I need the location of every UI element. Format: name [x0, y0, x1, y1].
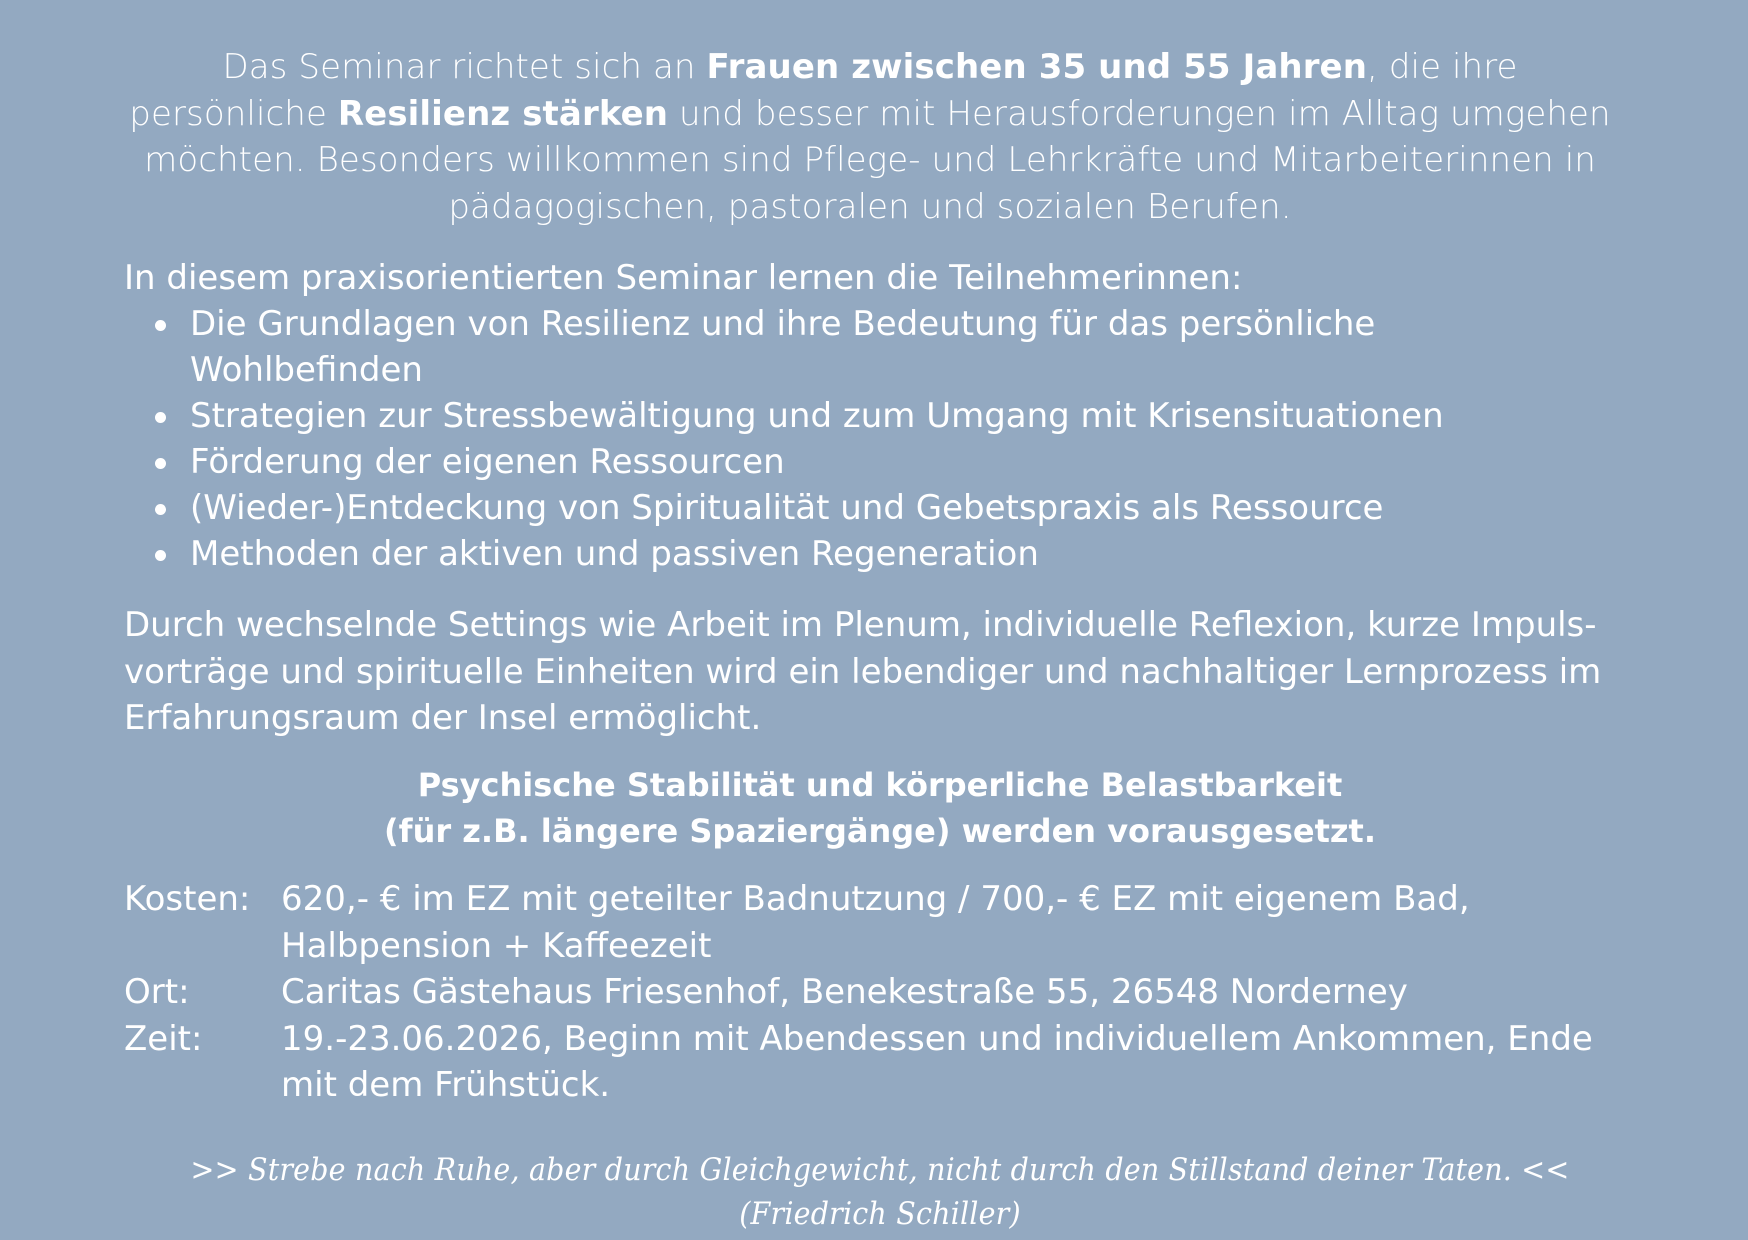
- list-item: [150, 531, 1450, 577]
- place-row: [124, 969, 1644, 1016]
- bullet-dot-icon: [155, 320, 166, 331]
- settings-paragraph: Durch wechselnde Settings wie Arbeit im Plenum, individuelle Reflexion, kurze Impulsvorträge und spirituelle Einheiten wird ein lebendiger und nachhaltiger Lernprozess im Erfahrungsraum der Insel ermöglicht.: [124, 605, 1602, 738]
- time-label: Zeit:: [124, 1018, 203, 1059]
- list-item-text: Methoden der aktiven und passiven Regeneration: [190, 534, 1039, 574]
- intro-text-2: , die ihre persönliche: [129, 47, 1518, 134]
- seminar-details: [124, 876, 1644, 1109]
- list-item: [150, 485, 1450, 531]
- list-item: [150, 439, 1450, 485]
- list-item-text: (Wieder-)Entdeckung von Spiritualität und Gebetspraxis als Ressource: [190, 488, 1384, 528]
- place-label: Ort:: [124, 972, 190, 1012]
- bullet-dot-icon: [155, 504, 166, 515]
- requirements-line-1: Psychische Stabilität und körperliche Belastbarkeit: [417, 766, 1343, 804]
- cost-row: [124, 876, 1644, 969]
- requirements-notice: [120, 762, 1640, 854]
- bullet-dot-icon: [155, 550, 166, 561]
- intro-text-1: Das Seminar richtet sich an: [222, 47, 707, 87]
- intro-text-3: und besser mit Herausforderungen im Alltag umgehen möchten. Besonders willkommen sind Pflege- und Lehrkräfte und Mitarbeiterinnen in pädagogischen, pastoralen und sozialen Berufen.: [144, 93, 1611, 227]
- list-item-text: Förderung der eigenen Ressourcen: [190, 442, 785, 482]
- intro-target-group: Frauen zwischen 35 und 55 Jahren: [706, 47, 1368, 87]
- intro-resilience: Resilienz stärken: [337, 93, 669, 134]
- bullet-dot-icon: [155, 458, 166, 469]
- bullet-dot-icon: [155, 412, 166, 423]
- list-item-text: Die Grundlagen von Resilienz und ihre Bedeutung für das persönliche Wohlbefinden: [190, 304, 1376, 390]
- learning-goals-lead: In diesem praxisorientierten Seminar lernen die Teilnehmerinnen:: [124, 258, 1243, 298]
- learning-goals-list: [150, 301, 1450, 577]
- intro-paragraph: [120, 44, 1620, 230]
- requirements-line-2: (für z.B. längere Spaziergänge) werden vorausgesetzt.: [384, 812, 1376, 850]
- cost-value: 620,- € im EZ mit geteilter Badnutzung / 700,- € EZ mit eigenem Bad, Halbpension + Kaffeezeit: [281, 879, 1470, 966]
- time-row: [124, 1016, 1644, 1109]
- time-value: 19.-23.06.2026, Beginn mit Abendessen und individuellem Ankommen, Ende mit dem Frühstück.: [281, 1018, 1593, 1105]
- list-item: [150, 301, 1450, 393]
- list-item-text: Strategien zur Stressbewältigung und zum Umgang mit Krisensituationen: [190, 396, 1444, 436]
- list-item: [150, 393, 1450, 439]
- schiller-quote: >> Strebe nach Ruhe, aber durch Gleichgewicht, nicht durch den Stillstand deiner Taten. << (Friedrich Schiller): [190, 1152, 1570, 1232]
- cost-label: Kosten:: [124, 879, 251, 919]
- place-value: Caritas Gästehaus Friesenhof, Benekestraße 55, 26548 Norderney: [281, 972, 1408, 1012]
